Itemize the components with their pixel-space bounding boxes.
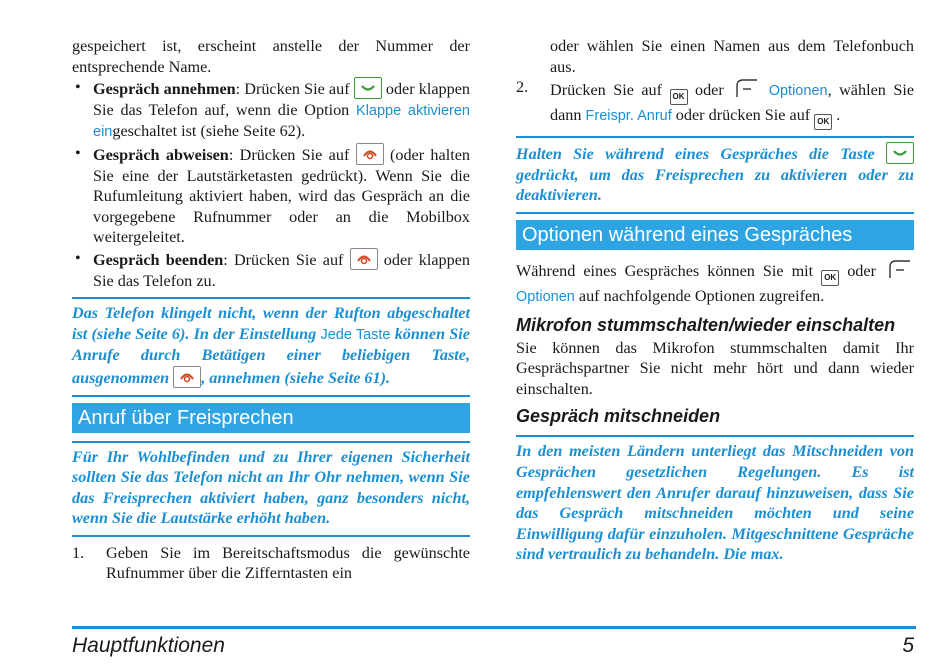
step-number: 1.: [72, 543, 85, 562]
footer-chapter-title: Hauptfunktionen: [72, 634, 225, 657]
note-text: Das Telefon klingelt nicht, wenn der Rufton abgeschaltet ist (siehe Seite 6). In der Einstellung: [72, 304, 470, 343]
ringtone-note: [72, 297, 470, 396]
page-number: 5: [902, 634, 914, 657]
list-text: oder klappen Sie das Telefon auf, wenn die Option: [93, 80, 470, 119]
left-column: [72, 36, 470, 584]
steps-list-cont: [516, 36, 914, 130]
ok-key-icon: OK: [814, 114, 832, 130]
list-item: [72, 143, 470, 248]
list-item: [516, 77, 914, 130]
option-link-optionen: Optionen: [768, 83, 828, 100]
list-item: [72, 248, 470, 291]
list-text: : Drücken Sie auf: [235, 80, 350, 99]
safety-note: Für Ihr Wohlbefinden und zu Ihrer eigenen Sicherheit sollten Sie das Telefon nicht an Ihr Ohr nehmen, wenn Sie das Freisprechen aktiviert haben, ganz besonders nicht, wenn Sie die Lautstärke erhöht haben.: [72, 441, 470, 537]
handsfree-note: [516, 136, 914, 214]
para-text: auf nachfolgende Optionen zugreifen.: [574, 286, 825, 305]
para-text: oder: [839, 261, 884, 280]
term-reject: Gespräch abweisen: [93, 145, 229, 164]
list-item: [72, 77, 470, 143]
step-text: Geben Sie im Bereitschaftsmodus die gewünschte Rufnummer über die Zifferntasten ein: [106, 543, 470, 583]
term-end: Gespräch beenden: [93, 250, 224, 269]
step-text: oder: [687, 81, 732, 100]
steps-list: [72, 543, 470, 584]
option-link-klappe: Klappe aktivieren ein: [93, 102, 470, 141]
subheading-mitschneiden: Gespräch mitschneiden: [516, 406, 721, 427]
step-text: .: [832, 106, 841, 125]
option-link-freispr: Freispr. Anruf: [585, 108, 672, 125]
list-text: (oder halten Sie eine der Lautstärketasten gedrückt). Wenn Sie die Rufumleitung aktiviert haben, wird das Gespräch an die vorgegebene Rufnummer oder an die Mobilbox weitergeleitet.: [93, 145, 470, 247]
footer-divider: [72, 626, 916, 629]
list-item: [516, 36, 914, 77]
ok-key-icon: OK: [670, 89, 688, 105]
section-heading-optionen: Optionen während eines Gespräches: [516, 220, 914, 250]
hangup-key-icon: [356, 143, 384, 165]
call-key-icon: [354, 77, 382, 99]
subheading-mikrofon: Mikrofon stummschalten/wieder einschalten: [516, 314, 896, 335]
options-paragraph: [516, 258, 914, 308]
hangup-key-icon: [350, 248, 378, 270]
hangup-key-icon: [173, 366, 201, 388]
option-link-optionen: Optionen: [516, 288, 575, 305]
softkey-left-icon: [731, 77, 761, 99]
list-text: : Drücken Sie auf: [223, 250, 344, 269]
recording-note: In den meisten Ländern unterliegt das Mitschneiden von Gesprächen gesetzlichen Regelungen. Es ist empfehlenswert den Anrufer darauf hinzuweisen, dass Sie das Gespräch mitschneiden möchten und seine Einwilligung dafür einzuholen. Mitgeschnittene Gespräche sind vertraulich zu behandeln. Die max.: [516, 435, 914, 571]
mikrofon-paragraph: Sie können das Mikrofon stummschalten damit Ihr Gesprächspartner Sie nicht mehr hört und dann wieder einschalten.: [516, 338, 914, 398]
list-text: : Drücken Sie auf: [228, 145, 350, 164]
list-text: geschaltet ist (siehe Seite 62).: [112, 122, 306, 141]
ok-key-icon: OK: [821, 270, 839, 286]
list-text: oder klappen Sie das Telefon zu.: [93, 250, 470, 290]
note-text: Halten Sie während eines Gespräches die Taste: [516, 145, 886, 164]
option-link-jede-taste: Jede Taste: [320, 326, 391, 343]
step-text: , wählen Sie dann: [550, 81, 915, 125]
intro-paragraph: gespeichert ist, erscheint anstelle der Nummer der entsprechende Name.: [72, 37, 470, 76]
step-number: 2.: [516, 78, 529, 97]
step-text: oder drücken Sie auf: [671, 106, 815, 125]
step-text: Drücken Sie auf: [550, 81, 670, 100]
right-column: [516, 36, 914, 577]
section-heading-freisprechen: Anruf über Freisprechen: [72, 403, 470, 433]
step-text: oder wählen Sie einen Namen aus dem Telefonbuch aus.: [550, 37, 914, 76]
note-text: können Sie Anrufe durch Betätigen einer beliebigen Taste, ausgenommen: [72, 324, 470, 387]
list-item: [72, 543, 470, 584]
call-actions-list: [72, 77, 470, 291]
term-answer: Gespräch annehmen: [93, 80, 236, 99]
softkey-left-icon: [884, 258, 914, 280]
note-text: gedrückt, um das Freisprechen zu aktivieren oder zu deaktivieren.: [516, 165, 914, 205]
note-text: , annehmen (siehe Seite 61).: [201, 368, 391, 387]
call-key-icon: [886, 142, 914, 164]
para-text: Während eines Gespräches können Sie mit: [516, 261, 822, 280]
